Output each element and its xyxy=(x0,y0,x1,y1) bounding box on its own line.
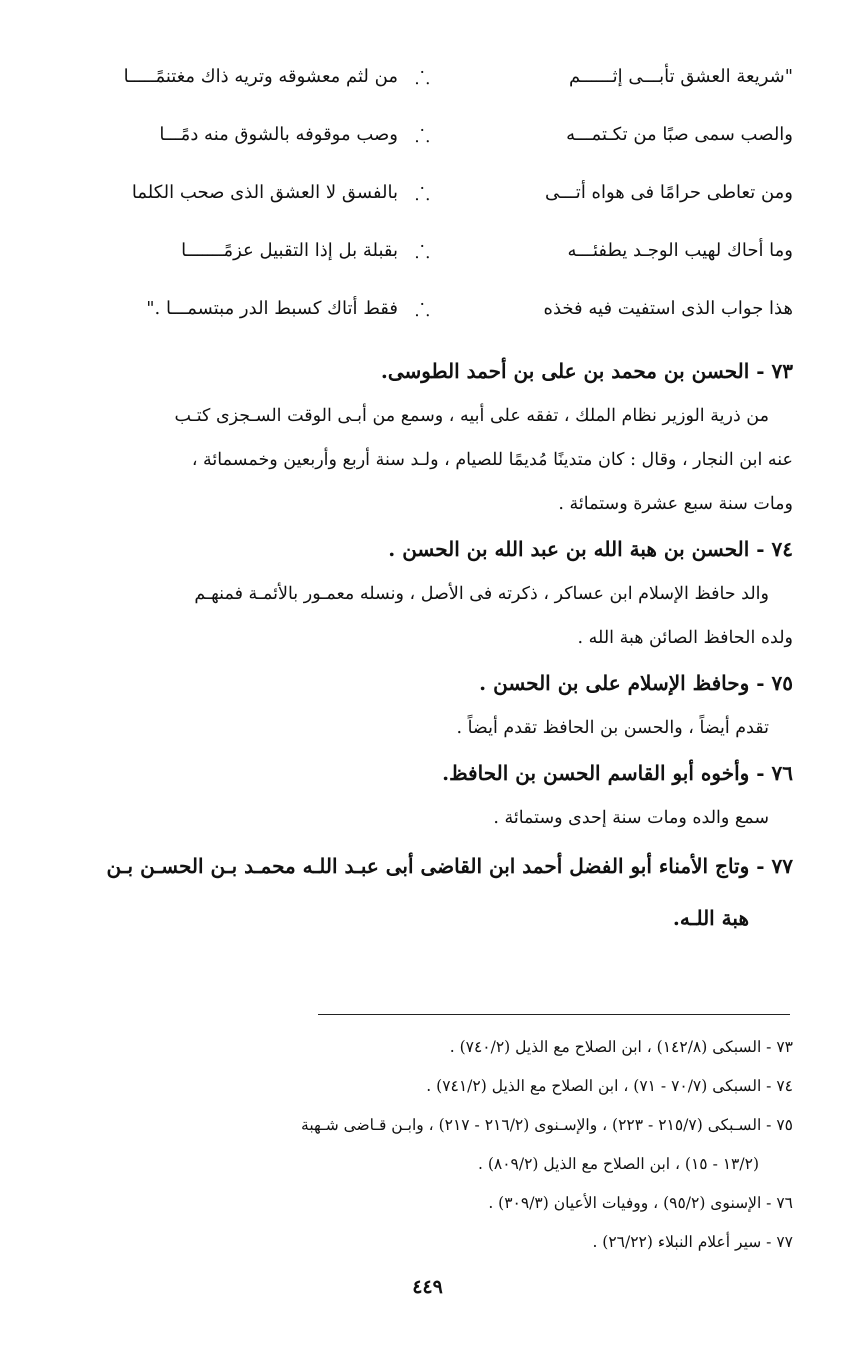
verse-first-hemistich: هذا جواب الذى استفيت فيه فخذه xyxy=(543,298,793,319)
verse-second-hemistich: بقبلة بل إذا التقبيل عزمًـــــــا xyxy=(181,240,398,261)
footnote: ٧٦ - الإسنوى (٩٥/٢) ، ووفيات الأعيان (٣٠٩/٣) . xyxy=(488,1194,793,1212)
entry-text: عنه ابن النجار ، وقال : كان متدينًا مُديمًا للصيام ، ولـد سنة أربع وأربعين وخمسمائة ، xyxy=(191,450,793,470)
verse-second-hemistich: بالفسق لا العشق الذى صحب الكلما xyxy=(131,182,398,203)
verse-line xyxy=(40,52,793,110)
footnote: ٧٥ - السـبكى (٢١٥/٧ - ٢٢٣) ، والإسـنوى (٢١٦/٢ - ٢١٧) ، وابـن قـاضى شـهبة xyxy=(301,1116,793,1134)
entry-title-77: ٧٧ - وتاج الأمناء أبو الفضل أحمد ابن القاضى أبى عبـد اللـه محمـد بـن الحسـن بـن xyxy=(106,854,793,878)
verse-separator: ⸫ xyxy=(415,300,432,321)
verse-line xyxy=(40,284,793,342)
footnote-divider xyxy=(318,1014,790,1015)
entry-text: ومات سنة سبع عشرة وستمائة . xyxy=(558,494,793,514)
footnote: ٧٤ - السبكى (٧٠/٧ - ٧١) ، ابن الصلاح مع الذيل (٧٤١/٢) . xyxy=(426,1077,793,1095)
entry-title-76: ٧٦ - وأخوه أبو القاسم الحسن بن الحافظ. xyxy=(442,761,793,785)
entry-text: سمع والده ومات سنة إحدى وستمائة . xyxy=(493,808,769,828)
entry-title-77-continuation: هبة اللـه. xyxy=(672,906,749,930)
poem-block xyxy=(40,52,793,342)
entry-title-75: ٧٥ - وحافظ الإسلام على بن الحسن . xyxy=(479,671,793,695)
entry-text: ولده الحافظ الصائن هبة الله . xyxy=(577,628,793,648)
verse-line xyxy=(40,110,793,168)
verse-line xyxy=(40,226,793,284)
verse-first-hemistich: ومن تعاطى حرامًا فى هواه أتـــى xyxy=(544,182,793,203)
footnote: ٧٧ - سير أعلام النبلاء (٢٦/٢٢) . xyxy=(592,1233,793,1251)
entry-title-74: ٧٤ - الحسن بن هبة الله بن عبد الله بن الحسن . xyxy=(388,537,793,561)
entry-text: من ذرية الوزير نظام الملك ، تفقه على أبيه ، وسمع من أبـى الوقت السـجزى كتـب xyxy=(174,406,769,426)
biography-entries xyxy=(55,348,793,944)
entry-title-73: ٧٣ - الحسن بن محمد بن على بن أحمد الطوسى. xyxy=(380,359,793,383)
entry-text: تقدم أيضاً ، والحسن بن الحافظ تقدم أيضاً . xyxy=(456,718,769,738)
verse-second-hemistich: من لثم معشوقه وتريه ذاك مغتنمًـــــا xyxy=(123,66,398,87)
verse-separator: ⸫ xyxy=(415,184,432,205)
page-number: ٤٤٩ xyxy=(412,1276,443,1298)
verse-second-hemistich: وصب موقوفه بالشوق منه دمًـــا xyxy=(159,124,398,145)
verse-first-hemistich: "شريعة العشق تأبـــى إثــــــم xyxy=(569,66,793,87)
verse-separator: ⸫ xyxy=(415,68,432,89)
verse-separator: ⸫ xyxy=(415,126,432,147)
verse-second-hemistich: فقط أتاك كسبط الدر مبتسمـــا ." xyxy=(146,298,398,319)
verse-separator: ⸫ xyxy=(415,242,432,263)
footnote: ٧٣ - السبكى (١٤٢/٨) ، ابن الصلاح مع الذيل (٧٤٠/٢) . xyxy=(449,1038,793,1056)
verse-line xyxy=(40,168,793,226)
footnote-continuation: (١٣/٢ - ١٥) ، ابن الصلاح مع الذيل (٨٠٩/٢) . xyxy=(477,1155,759,1173)
verse-first-hemistich: وما أحاك لهيب الوجـد يطفئـــه xyxy=(567,240,793,261)
verse-first-hemistich: والصب سمى صبًا من تكـتمـــه xyxy=(566,124,793,145)
entry-text: والد حافظ الإسلام ابن عساكر ، ذكرته فى الأصل ، ونسله معمـور بالأئمـة فمنهـم xyxy=(194,584,769,604)
footnotes xyxy=(50,1028,793,1262)
